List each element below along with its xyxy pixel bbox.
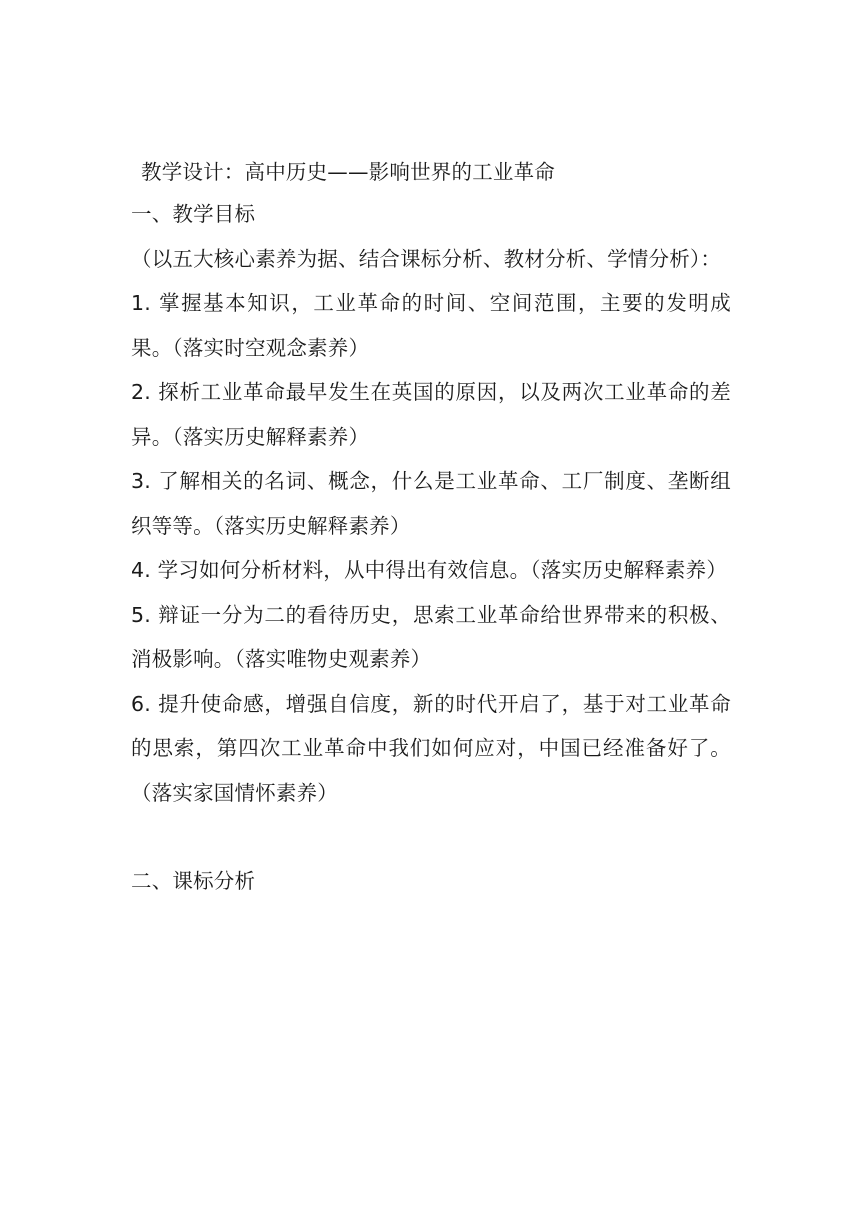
- objective-item-3: 3. 了解相关的名词、概念，什么是工业革命、工厂制度、垄断组织等等。（落实历史解释素养）: [131, 469, 731, 538]
- objective-item-6: 6. 提升使命感，增强自信度，新的时代开启了，基于对工业革命的思索，第四次工业革命中我们如何应对，中国已经准备好了。（落实家国情怀素养）: [131, 691, 731, 805]
- objectives-intro: （以五大核心素养为据、结合课标分析、教材分析、学情分析）：: [131, 246, 722, 271]
- objective-item-5: 5. 辩证一分为二的看待历史，思索工业革命给世界带来的积极、消极影响。（落实唯物史观素养）: [131, 602, 731, 671]
- objective-item-1: 1. 掌握基本知识，工业革命的时间、空间范围，主要的发明成果。（落实时空观念素养）: [131, 291, 731, 360]
- paragraph-spacer: [131, 815, 731, 859]
- objective-item-4: 4. 学习如何分析材料，从中得出有效信息。（落实历史解释素养）: [131, 558, 728, 582]
- section-heading-objectives: 一、教学目标: [131, 202, 256, 226]
- section-heading-curriculum: 二、课标分析: [131, 869, 256, 893]
- document-body: [131, 152, 731, 904]
- document-title: 教学设计：高中历史——影响世界的工业革命: [141, 160, 555, 184]
- objective-item-2: 2. 探析工业革命最早发生在英国的原因，以及两次工业革命的差异。（落实历史解释素养）: [131, 380, 731, 449]
